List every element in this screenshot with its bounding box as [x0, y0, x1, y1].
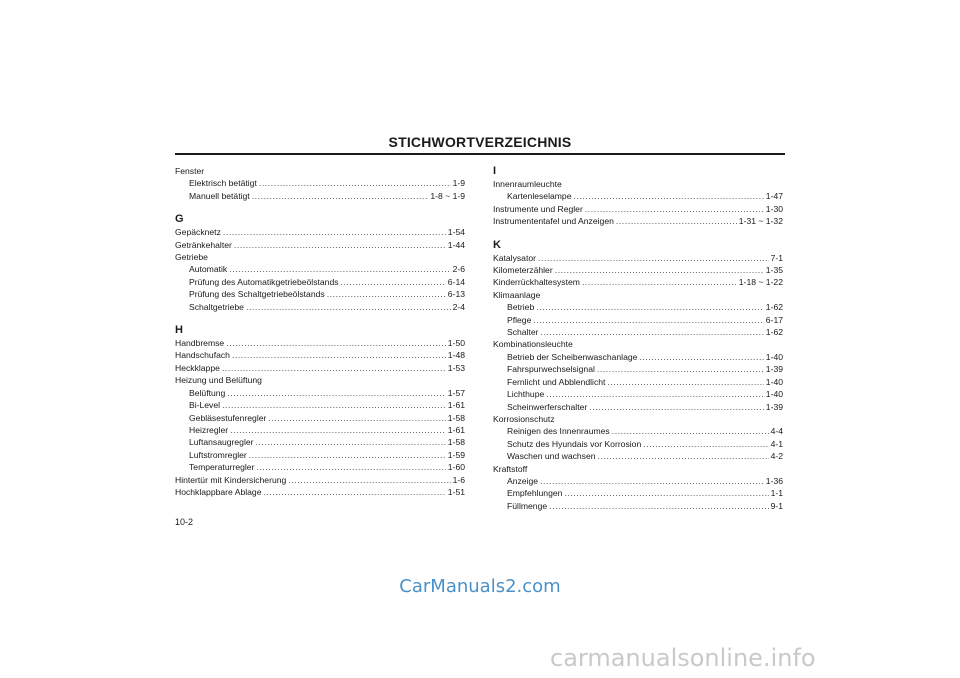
entry-label: Temperaturregler [189, 462, 255, 473]
dot-leader [555, 264, 764, 276]
entry-label: Heizregler [189, 424, 229, 435]
entry-page-ref: 1-50 [447, 338, 465, 349]
entry-page-ref: 1-40 [765, 376, 783, 387]
entry-label: Anzeige [507, 475, 539, 486]
entry-label: Automatik [189, 264, 228, 275]
entry-page-ref: 1-8 ~ 1-9 [430, 190, 465, 201]
index-entry [175, 486, 465, 498]
entry-label: Fernlicht und Abblendlicht [507, 376, 606, 387]
dot-leader [232, 349, 446, 361]
index-subentry [493, 500, 783, 512]
section-letter: H [175, 324, 183, 337]
entry-label: Betrieb [507, 302, 535, 313]
dot-leader [222, 399, 446, 411]
dot-leader [589, 401, 764, 413]
index-subentry [175, 461, 465, 473]
index-subentry [175, 301, 465, 313]
entry-page-ref: 1-47 [765, 191, 783, 202]
index-entry [493, 413, 783, 425]
index-subentry [493, 487, 783, 499]
entry-label: Getriebe [175, 252, 208, 263]
entry-label: Katalysator [493, 252, 536, 263]
index-entry [493, 203, 783, 215]
entry-label: Reinigen des Innenraumes [507, 426, 610, 437]
dot-leader [230, 424, 446, 436]
dot-leader [598, 450, 769, 462]
index-entry [175, 251, 465, 263]
entry-page-ref: 1-58 [447, 437, 465, 448]
entry-label: Luftansaugregler [189, 437, 254, 448]
entry-page-ref: 6-17 [765, 314, 783, 325]
dot-leader [227, 387, 445, 399]
entry-page-ref: 1-57 [447, 387, 465, 398]
dot-leader [639, 351, 763, 363]
index-entry [175, 349, 465, 361]
index-subentry [175, 424, 465, 436]
section-letter: I [493, 165, 497, 177]
entry-label: Empfehlungen [507, 488, 563, 499]
entry-label: Hintertür mit Kindersicherung [175, 474, 287, 485]
entry-label: Getränkehalter [175, 239, 232, 250]
dot-leader [597, 363, 764, 375]
entry-label: Prüfung des Automatikgetriebeölstands [189, 276, 339, 287]
dot-leader [612, 425, 769, 437]
entry-label: Schalter [507, 327, 539, 338]
entry-label: Pflege [507, 314, 532, 325]
entry-page-ref: 1-31 ~ 1-32 [738, 216, 783, 227]
index-entry [493, 178, 783, 190]
index-subentry [175, 263, 465, 275]
entry-page-ref: 1-44 [447, 239, 465, 250]
index-subentry [175, 177, 465, 189]
entry-page-ref: 1-61 [447, 424, 465, 435]
index-entry [175, 474, 465, 486]
page-title: STICHWORTVERZEICHNIS [388, 134, 572, 150]
watermark-carmanuals2: CarManuals2.com [399, 576, 561, 597]
dot-leader [538, 252, 769, 264]
entry-label: Instrumententafel und Anzeigen [493, 216, 614, 227]
index-subentry [493, 301, 783, 313]
entry-label: Kilometerzähler [493, 265, 553, 276]
index-column-right [493, 165, 783, 512]
entry-page-ref: 1-36 [765, 475, 783, 486]
entry-label: Lichthupe [507, 389, 545, 400]
entry-label: Fahrspurwechselsignal [507, 364, 595, 375]
entry-label: Manuell betätigt [189, 190, 250, 201]
dot-leader [582, 276, 737, 288]
entry-label: Waschen und wachsen [507, 451, 596, 462]
entry-page-ref: 1-61 [447, 400, 465, 411]
index-subentry [175, 412, 465, 424]
index-entry [175, 239, 465, 251]
entry-label: Handbremse [175, 338, 225, 349]
dot-leader [546, 388, 764, 400]
entry-page-ref: 1-62 [765, 327, 783, 338]
index-entry [175, 374, 465, 386]
entry-page-ref: 6-13 [447, 289, 465, 300]
index-subentry [175, 276, 465, 288]
index-subentry [493, 388, 783, 400]
dot-leader [536, 301, 764, 313]
entry-label: Schaltgetriebe [189, 301, 244, 312]
dot-leader [341, 276, 446, 288]
entry-label: Fenster [175, 166, 205, 176]
index-entry [175, 165, 465, 177]
entry-label: Handschufach [175, 350, 230, 361]
index-subentry [493, 326, 783, 338]
section-letter: G [175, 213, 184, 226]
index-entry [493, 215, 783, 227]
dot-leader [256, 436, 446, 448]
watermark-carmanualsonline: carmanualsonline.info [550, 644, 816, 672]
dot-leader [643, 438, 768, 450]
index-entry [493, 252, 783, 264]
entry-page-ref: 1-60 [447, 462, 465, 473]
dot-leader [226, 337, 446, 349]
index-subentry [493, 376, 783, 388]
dot-leader [616, 215, 737, 227]
index-subentry [493, 351, 783, 363]
entry-label: Kraftstoff [493, 463, 528, 474]
entry-page-ref: 1-6 [452, 474, 465, 485]
entry-label: Klimaanlage [493, 289, 541, 300]
dot-leader [234, 239, 446, 251]
dot-leader [222, 362, 446, 374]
page-number: 10-2 [175, 517, 194, 527]
entry-label: Instrumente und Regler [493, 203, 583, 214]
entry-page-ref: 4-4 [770, 426, 783, 437]
dot-leader [223, 226, 446, 238]
index-subentry [493, 438, 783, 450]
entry-label: Kartenleselampe [507, 191, 572, 202]
index-subentry [493, 425, 783, 437]
entry-page-ref: 9-1 [770, 500, 783, 511]
entry-page-ref: 1-18 ~ 1-22 [738, 277, 783, 288]
entry-page-ref: 4-2 [770, 451, 783, 462]
entry-label: Korrosionschutz [493, 413, 555, 424]
dot-leader [585, 203, 764, 215]
entry-page-ref: 1-62 [765, 302, 783, 313]
dot-leader [268, 412, 445, 424]
entry-page-ref: 1-58 [447, 412, 465, 423]
index-subentry [175, 399, 465, 411]
entry-label: Heizung und Belüftung [175, 375, 262, 386]
entry-page-ref: 1-54 [447, 227, 465, 238]
entry-page-ref: 1-30 [765, 203, 783, 214]
entry-page-ref: 2-6 [452, 264, 465, 275]
entry-page-ref: 1-9 [452, 178, 465, 189]
entry-label: Gepäcknetz [175, 227, 221, 238]
dot-leader [540, 475, 764, 487]
index-subentry [175, 288, 465, 300]
dot-leader [249, 449, 446, 461]
index-subentry [175, 436, 465, 448]
entry-label: Innenraumleuchte [493, 179, 562, 189]
dot-leader [246, 301, 451, 313]
index-entry [493, 338, 783, 350]
dot-leader [533, 314, 763, 326]
index-entry [175, 226, 465, 238]
entry-label: Betrieb der Scheibenwaschanlage [507, 351, 638, 362]
entry-label: Elektrisch betätigt [189, 178, 257, 189]
entry-page-ref: 7-1 [770, 252, 783, 263]
dot-leader [564, 487, 768, 499]
index-subentry [493, 475, 783, 487]
entry-page-ref: 6-14 [447, 276, 465, 287]
entry-label: Kinderrückhaltesystem [493, 277, 580, 288]
dot-leader [256, 461, 445, 473]
entry-label: Füllmenge [507, 500, 548, 511]
entry-page-ref: 1-1 [770, 488, 783, 499]
entry-page-ref: 1-35 [765, 265, 783, 276]
entry-label: Luftstromregler [189, 449, 247, 460]
index-subentry [493, 314, 783, 326]
entry-label: Scheinwerferschalter [507, 401, 588, 412]
index-subentry [175, 190, 465, 202]
index-subentry [175, 449, 465, 461]
entry-page-ref: 1-53 [447, 362, 465, 373]
index-entry [493, 289, 783, 301]
index-subentry [493, 363, 783, 375]
dot-leader [229, 263, 450, 275]
entry-label: Gebläsestufenregler [189, 412, 267, 423]
index-entry [175, 337, 465, 349]
entry-page-ref: 4-1 [770, 438, 783, 449]
entry-page-ref: 1-40 [765, 351, 783, 362]
entry-page-ref: 1-40 [765, 389, 783, 400]
entry-page-ref: 1-51 [447, 486, 465, 497]
index-entry [493, 264, 783, 276]
entry-page-ref: 1-59 [447, 449, 465, 460]
index-entry [493, 463, 783, 475]
title-rule [175, 153, 785, 155]
index-entry [493, 276, 783, 288]
index-subentry [175, 387, 465, 399]
entry-label: Bi-Level [189, 400, 221, 411]
dot-leader [607, 376, 763, 388]
entry-page-ref: 1-48 [447, 350, 465, 361]
entry-page-ref: 2-4 [452, 301, 465, 312]
entry-page-ref: 1-39 [765, 364, 783, 375]
dot-leader [541, 326, 764, 338]
dot-leader [327, 288, 446, 300]
entry-label: Schutz des Hyundais vor Korrosion [507, 438, 642, 449]
section-letter: K [493, 238, 501, 251]
index-entry [175, 362, 465, 374]
dot-leader [263, 486, 445, 498]
entry-label: Hochklappbare Ablage [175, 486, 262, 497]
index-subentry [493, 401, 783, 413]
dot-leader [288, 474, 450, 486]
entry-label: Heckklappe [175, 362, 220, 373]
dot-leader [574, 190, 764, 202]
entry-label: Prüfung des Schaltgetriebeölstands [189, 289, 325, 300]
index-subentry [493, 450, 783, 462]
dot-leader [549, 500, 768, 512]
dot-leader [259, 177, 451, 189]
dot-leader [252, 190, 429, 202]
entry-page-ref: 1-39 [765, 401, 783, 412]
entry-label: Kombinationsleuchte [493, 339, 573, 350]
entry-label: Belüftung [189, 387, 226, 398]
index-subentry [493, 190, 783, 202]
index-column-left [175, 165, 465, 498]
